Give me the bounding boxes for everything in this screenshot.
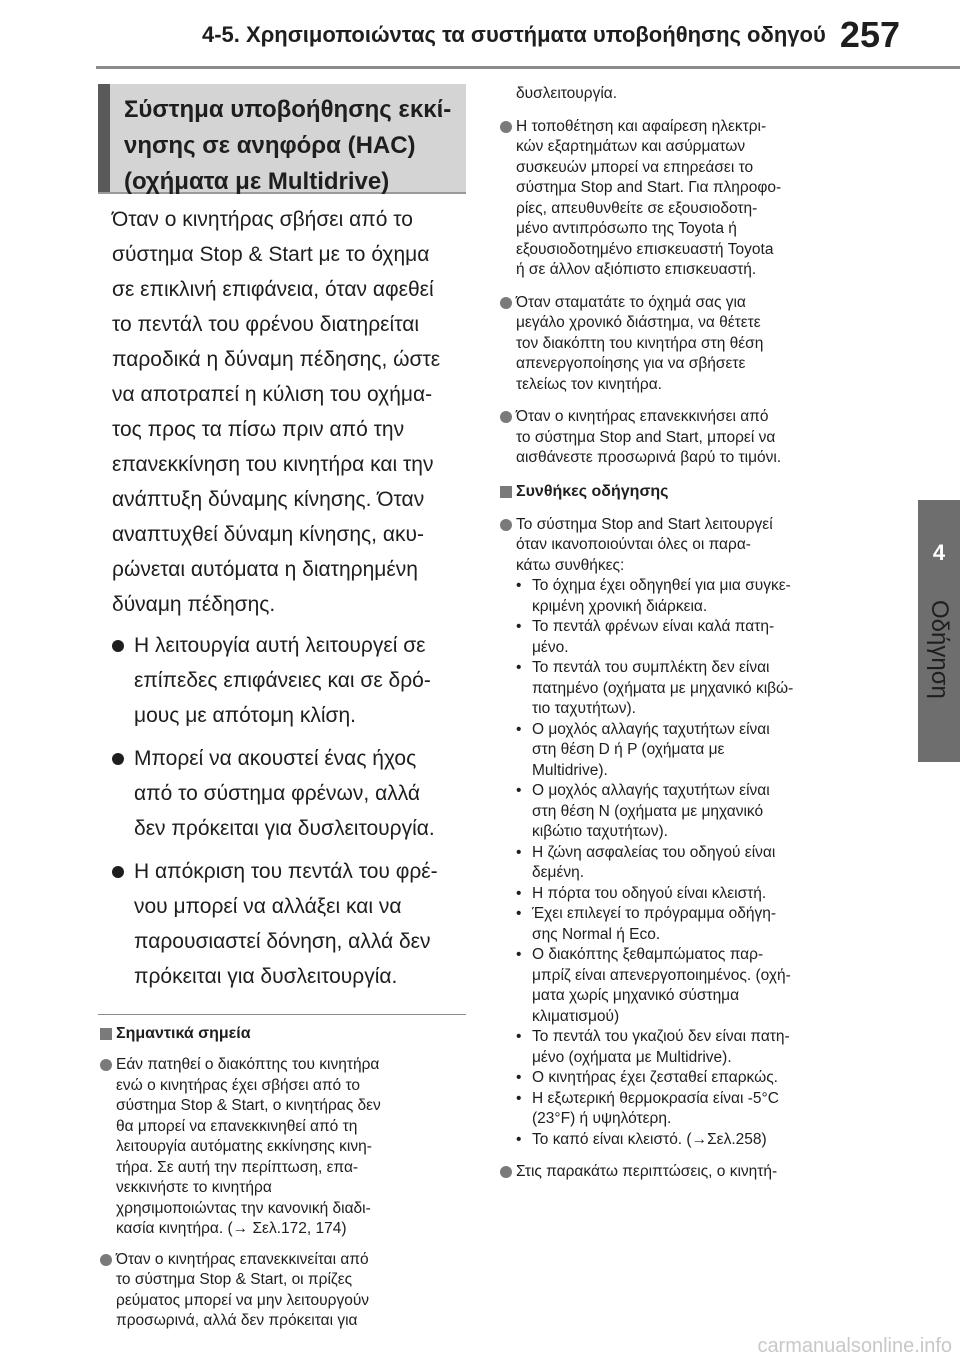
section-title-line: νησης σε ανηφόρα (HAC) [124,132,416,159]
bullet-dot-icon [112,753,124,765]
section-title-line: Σύστημα υποβοήθησης εκκί- [124,96,452,123]
bullet-item: Η απόκριση του πεντάλ του φρέ- νου μπορεί να αλλάξει και να παρουσιαστεί δόνηση, αλλά δεν πρόκειται για δυσλειτουργία. [112,854,466,994]
bullet-item: Μπορεί να ακουστεί ένας ήχος από το σύστημα φρένων, αλλά δεν πρόκειται για δυσλειτουργία. [112,741,466,846]
square-bullet-icon [100,1028,112,1040]
note-dot-icon [500,411,512,423]
left-column [98,84,466,1332]
header-rule [96,66,960,69]
feature-bullets [98,628,466,994]
right-column [498,84,870,1183]
condition-item: • Το πεντάλ του συμπλέκτη δεν είναι πατημένο (οχήματα με μηχανικό κιβώ- τιο ταχυτήτων). [516,659,794,717]
conditions-intro: Το σύστημα Stop and Start λειτουργεί όταν ικανοποιούνται όλες οι παρα- κάτω συνθήκες: [498,515,870,577]
condition-item: • Το όχημα έχει οδηγηθεί για μια συγκε- κριμένη χρονική διάρκεια. [516,577,791,615]
note-dot-icon [100,1254,112,1266]
chapter-label: Οδήγηση [926,600,953,699]
note-item: Η τοποθέτηση και αφαίρεση ηλεκτρι- κών εξαρτημάτων και ασύρματων συσκευών μπορεί να επηρεάσει το σύστημα Stop and Start. Για πληροφο- ρίες, απευθυνθείτε σε εξουσιοδοτη- μένο αντιπρόσωπο της Toyota ή εξουσιοδοτημένο επισκευαστή Toyota ή σε άλλον αξιόπιστο επισκευαστή. [498,117,870,281]
note-item: Στις παρακάτω περιπτώσεις, ο κινητή- [498,1162,870,1183]
note-item: Εάν πατηθεί ο διακόπτης του κινητήρα ενώ ο κινητήρας έχει σβήσει από το σύστημα Stop & Start, ο κινητήρας δεν θα μπορεί να επανεκκινηθεί από τη λειτουργία αυτόματης εκκίνησης κινη- τήρα. Σε αυτή την περίπτωση, επα- νεκκινήστε το κινητήρα χρησιμοποιώντας την κανονική διαδι- κασία κινητήρα. (→ Σελ.172, 174) [98,1055,466,1240]
note-item: Όταν ο κινητήρας επανεκκινήσει από το σύστημα Stop and Start, μπορεί να αισθάνεστε προσωρινά βαρύ το τιμόνι. [498,407,870,469]
condition-item: • Το πεντάλ του γκαζιού δεν είναι πατη- μένο (οχήματα με Multidrive). [516,1028,790,1066]
condition-item: • Ο μοχλός αλλαγής ταχυτήτων είναι στη θέση D ή P (οχήματα με Multidrive). [516,720,770,779]
note-item: Όταν ο κινητήρας επανεκκινείται από το σύστημα Stop & Start, οι πρίζες ρεύματος μπορεί να μην λειτουργούν προσωρινά, αλλά δεν πρόκειται για [98,1250,466,1332]
running-header-title: 4-5. Χρησιμοποιώντας τα συστήματα υποβοήθησης οδηγού [202,22,826,47]
note-item: Όταν σταματάτε το όχημά σας για μεγάλο χρονικό διάστημα, να θέτετε τον διακόπτη του κινητήρα στη θέση απενεργοποίησης για να σβήσετε τελείως τον κινητήρα. [498,293,870,396]
note-dot-icon [500,1166,512,1178]
bullet-item: Η λειτουργία αυτή λειτουργεί σε επίπεδες επιφάνειες και σε δρό- μους με απότομη κλίση. [112,628,466,733]
condition-item: • Ο διακόπτης ξεθαμπώματος παρ- μπρίζ είναι απενεργοποιημένος. (οχή- ματα χωρίς μηχανικό σύστημα κλιματισμού) [516,946,791,1025]
note-dot-icon [500,297,512,309]
note-dot-icon [500,519,512,531]
conditions-heading: Συνθήκες οδήγησης [498,481,870,503]
condition-item: • Το πεντάλ φρένων είναι καλά πατη- μένο. [516,618,775,656]
watermark: carmanualsonline.info [757,1335,952,1357]
bullet-dot-icon [112,866,124,878]
section-title-box [98,84,466,195]
section-title-line: (οχήματα με Multidrive) [124,168,390,195]
condition-item: • Η εξωτερική θερμοκρασία είναι -5°C (23°F) ή υψηλότερη. [516,1089,779,1127]
page-number: 257 [839,14,900,55]
condition-item: • Ο μοχλός αλλαγής ταχυτήτων είναι στη θέση N (οχήματα με μηχανικό κιβώτιο ταχυτήτων). [516,782,770,840]
section-divider [98,1014,466,1015]
note-dot-icon [100,1059,112,1071]
note-continuation: δυσλειτουργία. [516,85,618,102]
condition-item: • Έχει επιλεγεί το πρόγραμμα οδήγη- σης Normal ή Eco. [516,905,777,943]
square-bullet-icon [500,486,512,498]
condition-item: • Η πόρτα του οδηγού είναι κλειστή. [516,884,767,902]
note-dot-icon [500,121,512,133]
condition-item: • Το καπό είναι κλειστό. (→Σελ.258) [516,1130,767,1148]
intro-paragraph: Όταν ο κινητήρας σβήσει από το σύστημα Stop & Start με το όχημα σε επικλινή επιφάνεια, όταν αφεθεί το πεντάλ του φρένου διατηρείται παροδικά η δύναμη πέδησης, ώστε να αποτραπεί η κύλιση του οχήμα- τος προς τα πίσω πριν από την επανεκκίνηση του κινητήρα και την ανάπτυξη δύναμης κίνησης. Όταν αναπτυχθεί δύναμη κίνησης, ακυ- ρώνεται αυτόματα η διατηρημένη δύναμη πέδησης. [112,208,441,616]
condition-item: • Η ζώνη ασφαλείας του οδηγού είναι δεμένη. [516,843,776,881]
condition-item: • Ο κινητήρας έχει ζεσταθεί επαρκώς. [516,1069,778,1086]
chapter-number: 4 [932,540,946,565]
important-heading: Σημαντικά σημεία [98,1023,466,1045]
bullet-dot-icon [112,640,124,652]
